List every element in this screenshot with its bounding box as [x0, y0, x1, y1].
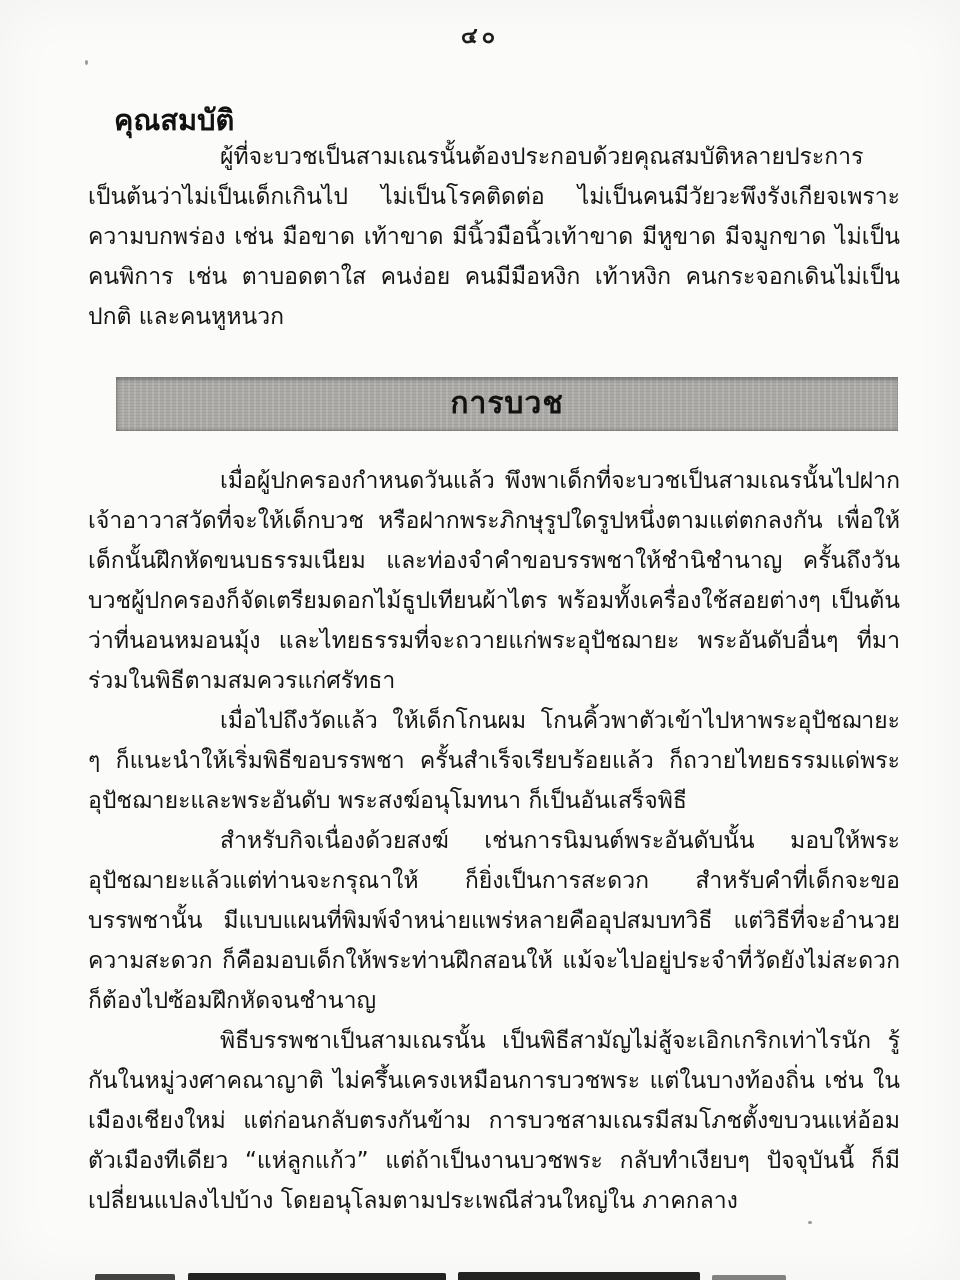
- scan-speck: [808, 1221, 812, 1224]
- section-banner-ordination: [116, 377, 898, 431]
- page-number: ๔๐: [460, 24, 500, 49]
- ordination-paragraph-3: สำหรับกิจเนื่องด้วยสงฆ์ เช่นการนิมนต์พระอันดับนั้น มอบให้พระอุปัชฌายะแล้วแต่ท่านจะกรุณาให้ ก็ยิ่งเป็นการสะดวก สำหรับคำที่เด็กจะขอบรรพชานั้น มีแบบแผนที่พิมพ์จำหน่ายแพร่หลายคืออุปสมบทวิธี แต่วิธีที่จะอำนวยความสะดวก ก็คือมอบเด็กให้พระท่านฝึกสอนให้ แม้จะไปอยู่ประจำที่วัดยังไม่สะดวก ก็ต้องไปซ้อมฝึกหัดจนชำนาญ: [88, 827, 900, 1014]
- qualifications-paragraph: ผู้ที่จะบวชเป็นสามเณรนั้นต้องประกอบด้วยคุณสมบัติหลายประการ เป็นต้นว่าไม่เป็นเด็กเกินไป ไม่เป็นโรคติดต่อ ไม่เป็นคนมีวัยวะพึงรังเกียจเพราะความบกพร่อง เช่น มือขาด เท้าขาด มีนิ้วมือนิ้วเท้าขาด มีหูขาด มีจมูกขาด ไม่เป็นคนพิการ เช่น ตาบอดตาใส คนง่อย คนมีมือหงิก เท้าหงิก คนกระจอกเดินไม่เป็นปกติ และคนหูหนวก: [88, 143, 900, 330]
- scan-speck: [85, 60, 88, 65]
- page-content: [88, 105, 900, 1221]
- ordination-paragraph-4: พิธีบรรพชาเป็นสามเณรนั้น เป็นพิธีสามัญไม่สู้จะเอิกเกริกเท่าไรนัก รู้กันในหมู่วงศาคณาญาติ ไม่ครึ้นเครงเหมือนการบวชพระ แต่ในบางท้องถิ่น เช่น ในเมืองเชียงใหม่ แต่ก่อนกลับตรงกันข้าม การบวชสามเณรมีสมโภชตั้งขบวนแห่อ้อมตัวเมืองทีเดียว “แห่ลูกแก้ว” แต่ถ้าเป็นงานบวชพระ กลับทำเงียบๆ ปัจจุบันนี้ ก็มีเปลี่ยนแปลงไปบ้าง โดยอนุโลมตามประเพณีส่วนใหญ่ใน ภาคกลาง: [88, 1027, 900, 1214]
- scan-bar-segment: [95, 1274, 175, 1280]
- ordination-paragraph-2: เมื่อไปถึงวัดแล้ว ให้เด็กโกนผม โกนคิ้วพาตัวเข้าไปหาพระอุปัชฌายะ ๆ ก็แนะนำให้เริ่มพิธีขอบรรพชา ครั้นสำเร็จเรียบร้อยแล้ว ก็ถวายไทยธรรมแด่พระอุปัชฌายะและพระอันดับ พระสงฆ์อนุโมทนา ก็เป็นอันเสร็จพิธี: [88, 707, 900, 814]
- ordination-section: [88, 461, 900, 1221]
- scan-bar-segment: [712, 1275, 786, 1280]
- banner-title: การบวช: [450, 386, 564, 422]
- scan-bar-segment: [458, 1272, 700, 1280]
- scan-bar-segment: [188, 1273, 446, 1280]
- ordination-paragraph-1: เมื่อผู้ปกครองกำหนดวันแล้ว พึงพาเด็กที่จะบวชเป็นสามเณรนั้นไปฝากเจ้าอาวาสวัดที่จะให้เด็กบวช หรือฝากพระภิกษุรูปใดรูปหนึ่งตามแต่ตกลงกัน เพื่อให้เด็กนั้นฝึกหัดขนบธรรมเนียม และท่องจำคำขอบรรพชาให้ชำนิชำนาญ ครั้นถึงวันบวชผู้ปกครองก็จัดเตรียมดอกไม้ธูปเทียนผ้าไตร พร้อมทั้งเครื่องใช้สอยต่างๆ เป็นต้นว่าที่นอนหมอนมุ้ง และไทยธรรมที่จะถวายแก่พระอุปัชฌายะ พระอันดับอื่นๆ ที่มาร่วมในพิธีตามสมควรแก่ศรัทธา: [88, 467, 900, 694]
- scan-artifact-bottom-bar: [0, 1270, 960, 1280]
- section-heading-qualifications: คุณสมบัติ: [114, 103, 235, 137]
